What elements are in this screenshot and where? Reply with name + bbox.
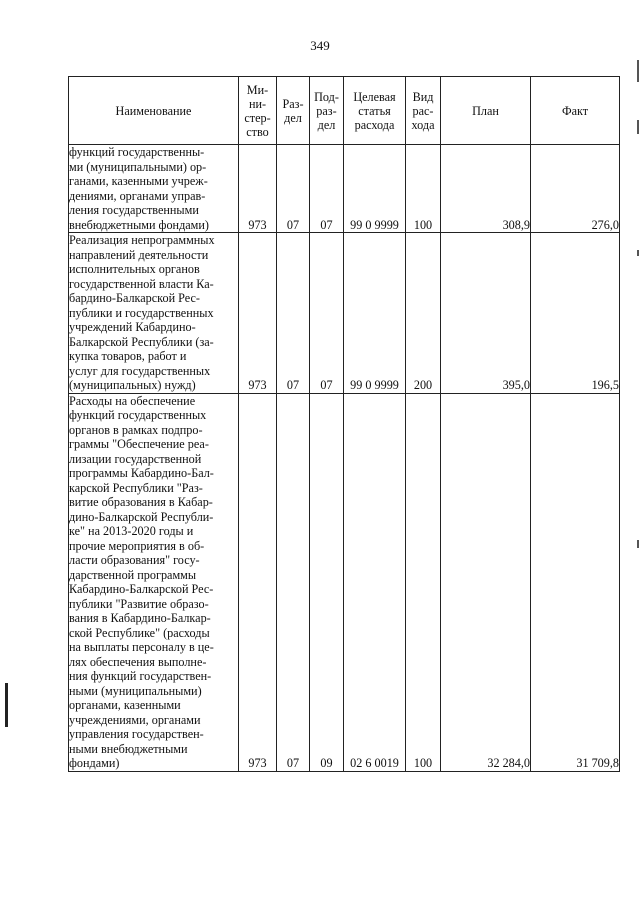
header-ministry [239, 77, 277, 145]
header-subsection [310, 77, 344, 145]
text-line: лизации государственной [69, 451, 202, 466]
text-line: фондами) [69, 756, 120, 770]
row-section: 07 [277, 393, 310, 771]
text-line: хода [411, 117, 435, 132]
text-line: ния функций государствен- [69, 669, 212, 683]
row-fact: 196,5 [531, 233, 620, 394]
text-line: карской Республики "Раз- [69, 480, 203, 495]
header-fact: Факт [531, 77, 620, 145]
text-line: прочие мероприятия в об- [69, 538, 205, 553]
text-line: дарственной программы [69, 567, 197, 582]
text-line: Кабардино-Балкарской Рес- [69, 582, 214, 596]
header-row [69, 77, 620, 145]
row-name [69, 393, 239, 771]
text-line: исполнительных органов [69, 262, 200, 276]
row-subsection: 09 [310, 393, 344, 771]
text-line: услуг для государственных [69, 363, 211, 378]
text-line: функций государственных [69, 408, 207, 422]
text-line: ными (муниципальными) [69, 683, 202, 698]
text-line: лях обеспечения выполне- [69, 654, 207, 669]
table-row [69, 233, 620, 394]
text-line: раз- [316, 103, 337, 118]
header-target [344, 77, 406, 145]
row-target: 99 0 9999 [344, 145, 406, 233]
text-line: функций государственны- [69, 145, 205, 159]
header-type [406, 77, 441, 145]
text-line: ными внебюджетными [69, 741, 188, 756]
text-line: управления государствен- [69, 727, 204, 741]
text-line: на выплаты персоналу в це- [69, 640, 214, 654]
row-type: 200 [406, 233, 441, 394]
row-subsection: 07 [310, 145, 344, 233]
text-line: Расходы на обеспечение [69, 393, 196, 408]
text-line: (муниципальных) нужд) [69, 378, 196, 392]
text-line: ления государственными [69, 203, 199, 217]
text-line: Под- [314, 89, 339, 104]
text-line: Раз- [282, 96, 304, 111]
header-plan: План [441, 77, 531, 145]
text-line: Ми- [246, 82, 269, 97]
text-line: ке" на 2013-2020 годы и [69, 524, 194, 538]
text-line: ской Республике" (расходы [69, 625, 210, 640]
text-line: ми (муниципальными) ор- [69, 159, 207, 174]
text-line: дел [317, 117, 336, 132]
text-line: вания в Кабардино-Балкар- [69, 611, 211, 625]
text-line: Вид [412, 89, 434, 104]
page-number: 349 [310, 38, 330, 53]
text-line: бардино-Балкарской Рес- [69, 291, 200, 305]
text-line: ни- [248, 96, 267, 111]
row-name [69, 145, 239, 233]
text-line: учреждениями, органами [69, 712, 201, 727]
text-line: дино-Балкарской Республи- [69, 509, 214, 524]
text-line: Реализация непрограммных [69, 233, 215, 247]
row-section: 07 [277, 145, 310, 233]
text-line: направлений деятельности [69, 247, 209, 262]
row-ministry: 973 [239, 393, 277, 771]
row-fact: 31 709,8 [531, 393, 620, 771]
text-line: органами, казенными [69, 698, 181, 712]
text-line: учреждений Кабардино- [69, 320, 196, 334]
table-row [69, 145, 620, 233]
row-ministry: 973 [239, 233, 277, 394]
text-line: ство [246, 124, 269, 139]
row-type: 100 [406, 393, 441, 771]
text-line: расхода [354, 117, 395, 132]
row-plan: 32 284,0 [441, 393, 531, 771]
text-line: Целевая [353, 89, 396, 104]
text-line: ласти образования" госу- [69, 553, 200, 567]
scan-edge-marks [634, 60, 640, 560]
text-line: витие образования в Кабар- [69, 495, 213, 509]
budget-table [68, 76, 620, 772]
text-line: рас- [412, 103, 434, 118]
row-plan: 308,9 [441, 145, 531, 233]
text-line: программы Кабардино-Бал- [69, 466, 214, 480]
row-plan: 395,0 [441, 233, 531, 394]
scan-left-mark [5, 683, 8, 727]
text-line: граммы "Обеспечение реа- [69, 437, 209, 451]
row-section: 07 [277, 233, 310, 394]
text-line: дел [284, 110, 302, 125]
text-line: статья [358, 103, 391, 118]
text-line: органов в рамках подпро- [69, 422, 203, 437]
text-line: внебюджетными фондами) [69, 217, 209, 232]
row-fact: 276,0 [531, 145, 620, 233]
row-target: 99 0 9999 [344, 233, 406, 394]
text-line: стер- [244, 110, 271, 125]
text-line: купка товаров, работ и [69, 349, 187, 363]
text-line: ганами, казенными учреж- [69, 174, 208, 188]
row-target: 02 6 0019 [344, 393, 406, 771]
row-ministry: 973 [239, 145, 277, 233]
text-line: государственной власти Ка- [69, 276, 214, 291]
header-section [277, 77, 310, 145]
text-line: дениями, органами управ- [69, 188, 206, 203]
table-row [69, 393, 620, 771]
row-subsection: 07 [310, 233, 344, 394]
text-line: публики "Развитие образо- [69, 596, 209, 611]
text-line: Балкарской Республики (за- [69, 334, 214, 349]
text-line: публики и государственных [69, 305, 214, 320]
header-name: Наименование [69, 77, 239, 145]
row-name [69, 233, 239, 394]
row-type: 100 [406, 145, 441, 233]
